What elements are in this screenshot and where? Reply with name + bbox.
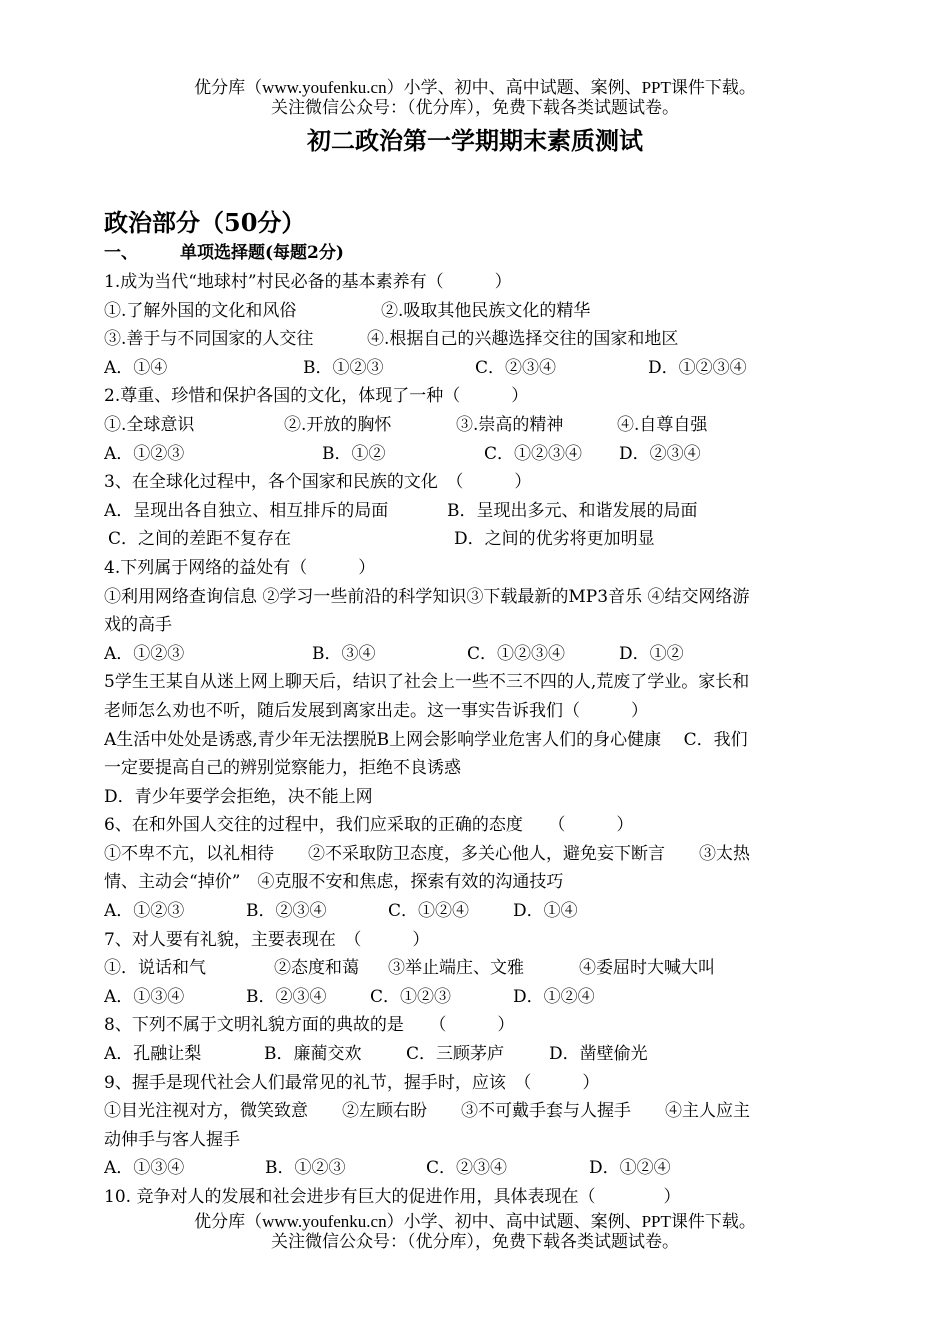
option: D．②③④	[619, 443, 701, 464]
option: C．三顾茅庐	[406, 1044, 505, 1065]
subsection-number: 一、	[104, 243, 138, 263]
question-4-options	[104, 640, 850, 669]
footer-line-1: 优分库（www.youfenku.cn）小学、初中、高中试题、案例、PPT课件下载。	[194, 1212, 756, 1231]
list-item: ①．说话和气	[104, 958, 206, 979]
option: B．②③④	[246, 986, 327, 1007]
option: C．①②③④	[467, 643, 566, 664]
option: B．③④	[312, 643, 376, 664]
option: C．之间的差距不复存在	[108, 529, 292, 550]
list-item: ①.了解外国的文化和风俗	[104, 300, 297, 321]
question-1-options	[104, 354, 850, 383]
question-5-stem-cont: 老师怎么劝也不听，随后发展到离家出走。这一事实告诉我们（ ）	[104, 700, 648, 721]
option: A．①②③	[104, 443, 185, 464]
option: B．呈现出多元、和谐发展的局面	[447, 500, 698, 521]
list-item: ③.善于与不同国家的人交往	[104, 329, 314, 350]
option: C．①②③④	[484, 443, 583, 464]
list-item: ④委屈时大喊大叫	[579, 958, 715, 979]
option: D．①④	[513, 901, 578, 922]
document-title: 初二政治第一学期期末素质测试	[307, 126, 643, 155]
option: C．②③④	[475, 357, 557, 378]
question-8-stem: 8、下列不属于文明礼貌方面的典故的是 （ ）	[104, 1015, 515, 1036]
list-item: ①.全球意识	[104, 414, 195, 435]
question-5-stem: 5学生王某自从迷上网上聊天后，结识了社会上一些不三不四的人,荒废了学业。家长和	[104, 672, 750, 693]
question-6-items: ①不卑不亢，以礼相待 ②不采取防卫态度，多关心他人，避免妄下断言 ③太热	[104, 843, 750, 864]
header-line-2: 关注微信公众号：（优分库），免费下载各类试题试卷。	[271, 98, 679, 117]
question-9-options	[104, 1154, 850, 1183]
option: A．孔融让梨	[104, 1044, 202, 1065]
subsection-heading	[104, 242, 344, 264]
option: C．②③④	[426, 1158, 508, 1179]
question-7-stem: 7、对人要有礼貌，主要表现在 （ ）	[104, 929, 430, 950]
question-3-options-a	[104, 497, 850, 526]
question-1-items-a	[104, 297, 850, 326]
option: C．①②④	[388, 901, 470, 922]
question-1-items-b	[104, 325, 850, 354]
option: A．①②③	[104, 643, 185, 664]
option: B．廉蔺交欢	[264, 1044, 362, 1065]
list-item: ④.根据自己的兴趣选择交往的国家和地区	[367, 329, 679, 350]
option: C．①②③	[370, 986, 452, 1007]
footer-line-2: 关注微信公众号：（优分库），免费下载各类试题试卷。	[271, 1232, 679, 1251]
option: D．①②④	[589, 1158, 671, 1179]
question-7-options	[104, 983, 850, 1012]
list-item: ④.自尊自强	[617, 414, 708, 435]
question-6-items-cont: 情、主动会“掉价” ④克服不安和焦虑，探索有效的沟通技巧	[104, 872, 564, 893]
question-4-items: ①利用网络查询信息 ②学习一些前沿的科学知识③下载最新的MP3音乐 ④结交网络游	[104, 586, 750, 607]
question-10-stem: 10. 竞争对人的发展和社会进步有巨大的促进作用，具体表现在（ ）	[104, 1187, 681, 1207]
question-3-stem: 3、在全球化过程中，各个国家和民族的文化 （ ）	[104, 472, 532, 493]
option: B．①②	[322, 443, 386, 464]
option: A．①③④	[104, 986, 185, 1007]
question-7-items	[104, 954, 850, 983]
option: B．②③④	[246, 901, 327, 922]
option: A．①②③	[104, 901, 185, 922]
list-item: ②态度和蔼	[274, 958, 359, 979]
option: D．①②③④	[648, 357, 747, 378]
question-3-options-b	[104, 525, 850, 554]
header-line-1: 优分库（www.youfenku.cn）小学、初中、高中试题、案例、PPT课件下载。	[194, 78, 756, 97]
list-item: ③举止端庄、文雅	[388, 958, 524, 979]
question-list	[104, 268, 850, 1212]
option: D．①②	[619, 643, 684, 664]
section-heading: 政治部分（50分）	[104, 208, 306, 237]
list-item: ③.崇高的精神	[456, 414, 564, 435]
option: D．凿壁偷光	[549, 1044, 648, 1065]
question-4-stem: 4.下列属于网络的益处有（ ）	[104, 557, 376, 578]
question-1-stem: 1.成为当代“地球村”村民必备的基本素养有（ ）	[104, 272, 512, 292]
question-6-options	[104, 897, 850, 926]
subsection-label: 单项选择题(每题2分)	[180, 243, 344, 263]
question-6-stem: 6、在和外国人交往的过程中，我们应采取的正确的态度 （ ）	[104, 815, 634, 836]
option: B．①②③	[303, 357, 384, 378]
option: B．①②③	[265, 1158, 346, 1179]
question-5-options: A生活中处处是诱惑,青少年无法摆脱B上网会影响学业危害人们的身心健康 C．我们	[104, 729, 748, 750]
option: D．之间的优劣将更加明显	[454, 529, 655, 550]
question-9-items-cont: 动伸手与客人握手	[104, 1129, 240, 1150]
page-header	[0, 78, 950, 118]
question-2-items	[104, 411, 850, 440]
question-9-stem: 9、握手是现代社会人们最常见的礼节，握手时，应该 （ ）	[104, 1072, 600, 1093]
question-2-options	[104, 440, 850, 469]
option: A．呈现出各自独立、相互排斥的局面	[104, 500, 389, 521]
option: A．①③④	[104, 1158, 185, 1179]
question-8-options	[104, 1040, 850, 1069]
option: A．①④	[104, 357, 168, 378]
question-9-items: ①目光注视对方，微笑致意 ②左顾右盼 ③不可戴手套与人握手 ④主人应主	[104, 1101, 750, 1122]
list-item: ②.开放的胸怀	[284, 414, 392, 435]
question-5-options-cont: 一定要提高自己的辨别觉察能力，拒绝不良诱惑	[104, 758, 461, 779]
list-item: ②.吸取其他民族文化的精华	[381, 300, 591, 321]
question-4-items-cont: 戏的高手	[104, 615, 172, 636]
option: D．①②④	[513, 986, 595, 1007]
question-5-option-d: D．青少年要学会拒绝，决不能上网	[104, 786, 373, 807]
page-footer	[0, 1212, 950, 1252]
question-2-stem: 2.尊重、珍惜和保护各国的文化，体现了一种（ ）	[104, 386, 529, 407]
